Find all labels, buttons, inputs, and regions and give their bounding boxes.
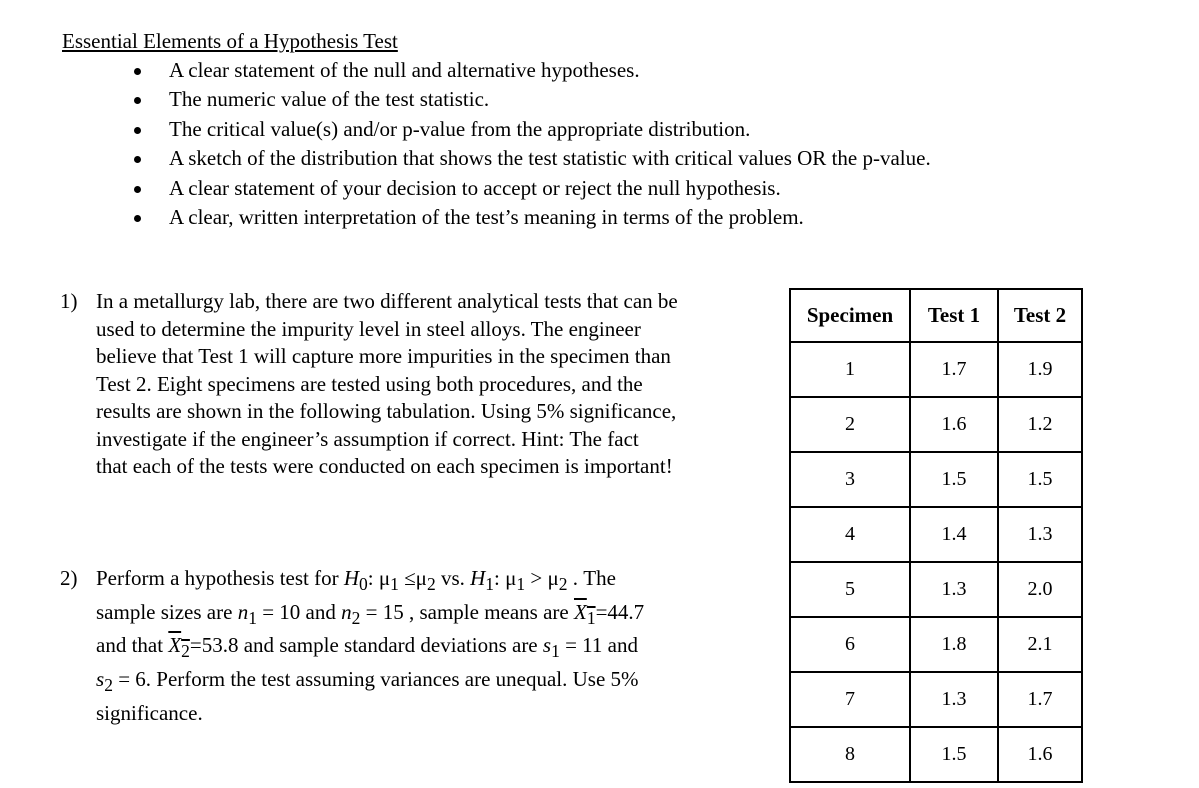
table-row <box>790 507 1082 562</box>
list-item: A clear statement of your decision to accept or reject the null hypothesis. <box>122 174 931 203</box>
table-cell: 1.4 <box>910 507 998 562</box>
list-item: The numeric value of the test statistic. <box>122 85 931 114</box>
table-cell: 2 <box>790 397 910 452</box>
text-line: investigate if the engineer’s assumption if correct. Hint: The fact <box>96 426 639 451</box>
table-cell: 1.3 <box>910 672 998 727</box>
table-row <box>790 342 1082 397</box>
table-cell: 1.7 <box>998 672 1082 727</box>
list-item: A sketch of the distribution that shows the test statistic with critical values OR the p-value. <box>122 144 931 173</box>
x-bar-2: $X_2$ <box>168 633 190 662</box>
table-cell: 1.2 <box>998 397 1082 452</box>
problem-1 <box>60 288 780 488</box>
table-cell: 1.5 <box>910 452 998 507</box>
problem-1-text <box>96 288 776 481</box>
table-row <box>790 672 1082 727</box>
page-title: Essential Elements of a Hypothesis Test <box>62 29 398 53</box>
bullet-icon <box>134 68 141 75</box>
text-line: and that $X_2=53.8$ and sample standard deviations are $s_1 = 11$ and <box>96 633 638 662</box>
table-cell: 6 <box>790 617 910 672</box>
table-cell: 1.5 <box>910 727 998 782</box>
problem-2-text <box>96 565 776 727</box>
table-row <box>790 452 1082 507</box>
table-row <box>790 397 1082 452</box>
bullet-icon <box>134 156 141 163</box>
bullet-icon <box>134 97 141 104</box>
problem-number: 2) <box>60 566 78 590</box>
table-cell: 3 <box>790 452 910 507</box>
table-cell: 1.3 <box>910 562 998 617</box>
text-line: that each of the tests were conducted on each specimen is important! <box>96 454 673 478</box>
table-cell: 1.6 <box>910 397 998 452</box>
table-row <box>790 727 1082 782</box>
text-line: significance. <box>96 700 203 725</box>
text-line: In a metallurgy lab, there are two different analytical tests that can be <box>96 289 678 313</box>
table-cell: 5 <box>790 562 910 617</box>
table-cell: 1.5 <box>998 452 1082 507</box>
table-header-row <box>790 289 1082 342</box>
bullet-icon <box>134 127 141 134</box>
list-item: The critical value(s) and/or p-value from the appropriate distribution. <box>122 115 931 144</box>
column-header: Specimen <box>790 289 910 342</box>
column-header: Test 2 <box>998 289 1082 342</box>
table-row <box>790 562 1082 617</box>
table-row <box>790 617 1082 672</box>
table-cell: 1 <box>790 342 910 397</box>
table-cell: 2.1 <box>998 617 1082 672</box>
text-line: sample sizes are $n_1 = 10$ and $n_2 = 15$ , sample means are $X_1=44.7$ <box>96 599 645 628</box>
list-item: A clear, written interpretation of the test’s meaning in terms of the problem. <box>122 203 931 232</box>
table-cell: 2.0 <box>998 562 1082 617</box>
specimen-table <box>789 288 1083 783</box>
text-line: used to determine the impurity level in steel alloys. The engineer <box>96 316 641 341</box>
table-cell: 1.6 <box>998 727 1082 782</box>
problem-number: 1) <box>60 289 78 313</box>
list-item: A clear statement of the null and alternative hypotheses. <box>122 56 931 85</box>
problem-2 <box>60 565 780 725</box>
table-cell: 7 <box>790 672 910 727</box>
text-line: $s_2 = 6$. Perform the test assuming variances are unequal. Use 5% <box>96 667 639 696</box>
table-cell: 1.3 <box>998 507 1082 562</box>
table-cell: 4 <box>790 507 910 562</box>
text-line: Perform a hypothesis test for $H_0$: $\mu_1 \le\mu_2$ vs. $H_1$: $\mu_1 > \mu_2$ . The <box>96 566 616 595</box>
text-line: results are shown in the following tabulation. Using 5% significance, <box>96 399 677 423</box>
table-cell: 1.8 <box>910 617 998 672</box>
essential-elements-list <box>122 56 931 232</box>
table-cell: 1.9 <box>998 342 1082 397</box>
text-line: believe that Test 1 will capture more impurities in the specimen than <box>96 344 671 368</box>
table-cell: 1.7 <box>910 342 998 397</box>
table-cell: 8 <box>790 727 910 782</box>
x-bar-1: $X_1$ <box>573 599 596 628</box>
bullet-icon <box>134 186 141 193</box>
column-header: Test 1 <box>910 289 998 342</box>
bullet-icon <box>134 215 141 222</box>
text-line: Test 2. Eight specimens are tested using both procedures, and the <box>96 371 643 396</box>
